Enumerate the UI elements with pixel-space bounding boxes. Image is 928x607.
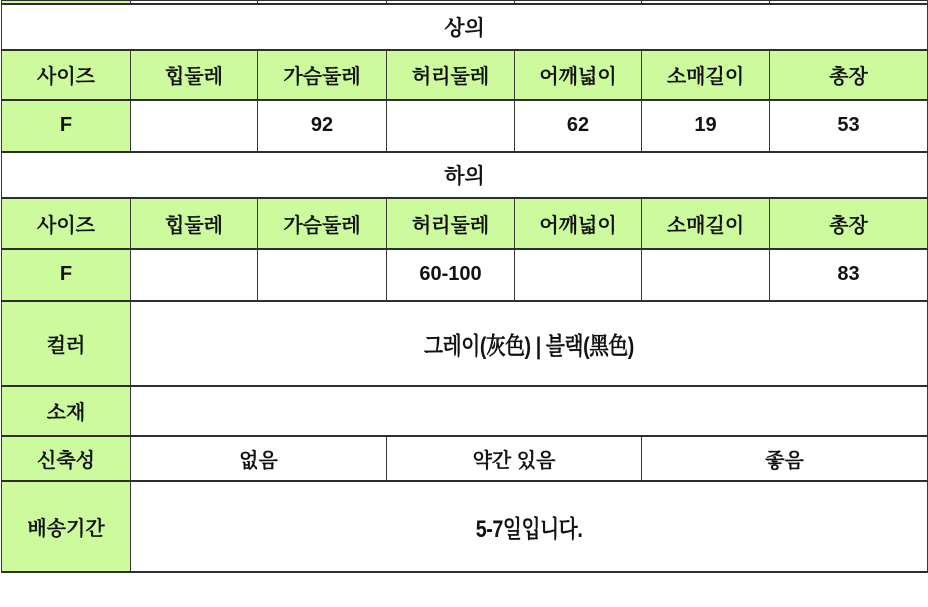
upper-header-size: 사이즈 [2,50,131,100]
lower-header-hip: 힙둘레 [131,198,258,249]
lower-header-sleeve: 소매길이 [642,198,770,249]
upper-shoulder-value: 62 [515,100,642,152]
upper-header-sleeve: 소매길이 [642,50,770,100]
upper-size-cell: F [2,100,131,152]
upper-header-waist: 허리둘레 [387,50,515,100]
upper-sleeve-value: 19 [642,100,770,152]
lower-waist-value: 60-100 [387,249,515,301]
stretch-option-slight: 약간 있음 [387,436,642,481]
shipping-row [2,481,928,572]
upper-header-length: 총장 [770,50,928,100]
material-value [131,386,928,436]
lower-header-waist: 허리둘레 [387,198,515,249]
upper-chest-value: 92 [258,100,387,152]
stretch-option-good: 좋음 [642,436,928,481]
lower-shoulder-value [515,249,642,301]
lower-header-row [2,198,928,249]
lower-section-row [2,152,928,198]
upper-header-row [2,50,928,100]
lower-length-value: 83 [770,249,928,301]
material-label: 소재 [2,386,131,436]
lower-value-row [2,249,928,301]
shipping-value [131,481,928,572]
color-row [2,301,928,386]
upper-section-title: 상의 [2,4,928,50]
upper-hip-value [131,100,258,152]
lower-header-chest: 가슴둘레 [258,198,387,249]
color-value [131,301,928,386]
upper-header-shoulder: 어깨넓이 [515,50,642,100]
upper-header-chest: 가슴둘레 [258,50,387,100]
lower-sleeve-value [642,249,770,301]
lower-header-shoulder: 어깨넓이 [515,198,642,249]
upper-value-row [2,100,928,152]
upper-header-hip: 힙둘레 [131,50,258,100]
upper-length-value: 53 [770,100,928,152]
color-value-text: 그레이(灰色) | 블랙(黑色) [424,332,634,360]
lower-hip-value [131,249,258,301]
stretch-option-none: 없음 [131,436,387,481]
size-chart-table [1,0,928,573]
lower-header-size: 사이즈 [2,198,131,249]
shipping-value-text: 5-7일입니다. [475,515,583,543]
lower-size-cell: F [2,249,131,301]
upper-section-row [2,4,928,50]
lower-section-title: 하의 [2,152,928,198]
shipping-label: 배송기간 [2,481,131,572]
lower-chest-value [258,249,387,301]
stretch-row [2,436,928,481]
stretch-label: 신축성 [2,436,131,481]
color-label: 컬러 [2,301,131,386]
lower-header-length: 총장 [770,198,928,249]
upper-waist-value [387,100,515,152]
material-row [2,386,928,436]
